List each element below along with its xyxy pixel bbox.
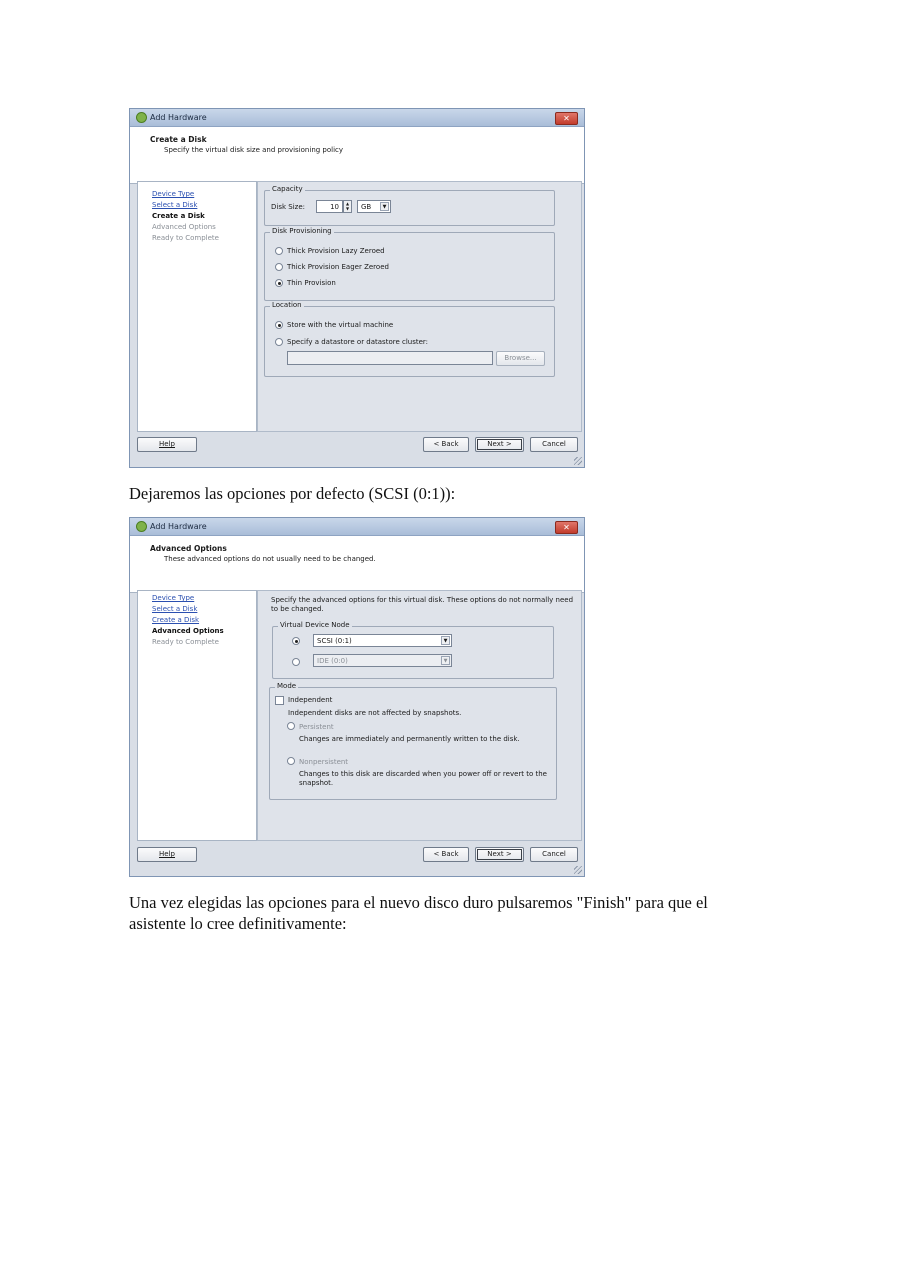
disk-size-input[interactable]: 10 bbox=[316, 200, 343, 213]
wizard-header bbox=[130, 127, 584, 184]
nonpersistent-label: Nonpersistent bbox=[299, 758, 349, 766]
add-hardware-dialog-create-disk bbox=[129, 108, 585, 468]
window-titlebar[interactable] bbox=[130, 109, 584, 127]
nav-item-ready-to-complete: Ready to Complete bbox=[152, 638, 219, 646]
vmware-logo-icon bbox=[136, 112, 147, 123]
close-icon[interactable]: ✕ bbox=[555, 521, 578, 534]
wizard-step-subtitle: These advanced options do not usually need to be changed. bbox=[164, 555, 376, 563]
paragraph-finish-line1: Una vez elegidas las opciones para el nuevo disco duro pulsaremos "Finish" para que el bbox=[129, 893, 708, 912]
help-button[interactable] bbox=[137, 847, 197, 862]
scsi-node-select[interactable] bbox=[313, 634, 452, 647]
wizard-step-title: Create a Disk bbox=[150, 135, 207, 144]
persistent-description: Changes are immediately and permanently written to the disk. bbox=[299, 735, 520, 743]
thick-lazy-radio[interactable] bbox=[275, 247, 283, 255]
mode-group-label: Mode bbox=[277, 682, 297, 690]
nav-item-device-type[interactable]: Device Type bbox=[152, 594, 195, 602]
nav-item-select-disk[interactable]: Select a Disk bbox=[152, 201, 198, 209]
wizard-step-nav bbox=[137, 590, 257, 841]
wizard-content bbox=[257, 181, 582, 432]
dropdown-arrow-icon[interactable]: ▼ bbox=[380, 202, 389, 211]
nav-item-create-disk[interactable]: Create a Disk bbox=[152, 616, 200, 624]
advanced-intro-line2: to be changed. bbox=[271, 605, 324, 613]
next-button[interactable]: Next > bbox=[475, 847, 524, 862]
spinner-arrows-icon[interactable]: ▲ ▼ bbox=[343, 200, 352, 213]
persistent-label: Persistent bbox=[299, 723, 334, 731]
ide-node-radio[interactable] bbox=[292, 658, 300, 666]
browse-button[interactable]: Browse... bbox=[496, 351, 545, 366]
cancel-button[interactable]: Cancel bbox=[530, 437, 578, 452]
vmware-logo-icon bbox=[136, 521, 147, 532]
capacity-group-label: Capacity bbox=[272, 185, 303, 193]
location-group bbox=[264, 301, 555, 377]
store-with-vm-label: Store with the virtual machine bbox=[287, 321, 394, 329]
thick-eager-label: Thick Provision Eager Zeroed bbox=[287, 263, 389, 271]
scsi-node-value: SCSI (0:1) bbox=[317, 637, 352, 645]
scsi-node-radio[interactable] bbox=[292, 637, 300, 645]
window-title: Add Hardware bbox=[150, 522, 207, 531]
nonpersistent-radio[interactable] bbox=[287, 757, 295, 765]
specify-datastore-radio[interactable] bbox=[275, 338, 283, 346]
add-hardware-dialog-advanced-options bbox=[129, 517, 585, 877]
window-title: Add Hardware bbox=[150, 113, 207, 122]
nav-item-ready-to-complete: Ready to Complete bbox=[152, 234, 219, 242]
help-button[interactable] bbox=[137, 437, 197, 452]
wizard-step-nav bbox=[137, 181, 257, 432]
virtual-device-node-group bbox=[272, 621, 554, 679]
resize-grip-icon[interactable] bbox=[574, 866, 582, 874]
disk-provisioning-group-label: Disk Provisioning bbox=[272, 227, 332, 235]
independent-description: Independent disks are not affected by snapshots. bbox=[288, 709, 462, 717]
location-group-label: Location bbox=[272, 301, 302, 309]
resize-grip-icon[interactable] bbox=[574, 457, 582, 465]
mode-group bbox=[269, 682, 557, 800]
dropdown-arrow-icon[interactable]: ▼ bbox=[441, 656, 450, 665]
back-button[interactable]: < Back bbox=[423, 847, 469, 862]
nonpersistent-description-line1: Changes to this disk are discarded when you power off or revert to the bbox=[299, 770, 547, 778]
wizard-content bbox=[257, 590, 582, 841]
thin-provision-radio[interactable] bbox=[275, 279, 283, 287]
dropdown-arrow-icon[interactable]: ▼ bbox=[441, 636, 450, 645]
paragraph-default-options: Dejaremos las opciones por defecto (SCSI (0:1)): bbox=[129, 484, 456, 503]
paragraph-finish-line2: asistente lo cree definitivamente: bbox=[129, 914, 347, 933]
disk-size-unit-value: GB bbox=[361, 203, 372, 211]
nonpersistent-description-line2: snapshot. bbox=[299, 779, 334, 787]
disk-size-label: Disk Size: bbox=[271, 203, 305, 211]
independent-label: Independent bbox=[288, 696, 333, 704]
specify-datastore-label: Specify a datastore or datastore cluster: bbox=[287, 338, 429, 346]
advanced-intro-line1: Specify the advanced options for this virtual disk. These options do not normally need bbox=[271, 596, 574, 604]
close-icon[interactable]: ✕ bbox=[555, 112, 578, 125]
datastore-path-input[interactable] bbox=[287, 351, 493, 365]
wizard-step-title: Advanced Options bbox=[150, 544, 227, 553]
cancel-button[interactable]: Cancel bbox=[530, 847, 578, 862]
ide-node-select[interactable] bbox=[313, 654, 452, 667]
window-titlebar[interactable] bbox=[130, 518, 584, 536]
nav-item-advanced-options: Advanced Options bbox=[152, 627, 224, 635]
nav-item-advanced-options: Advanced Options bbox=[152, 223, 216, 231]
wizard-step-subtitle: Specify the virtual disk size and provisioning policy bbox=[164, 146, 344, 154]
help-button-label: Help bbox=[159, 440, 175, 448]
capacity-group bbox=[264, 185, 555, 226]
nav-item-create-disk: Create a Disk bbox=[152, 212, 205, 220]
disk-size-unit-select[interactable] bbox=[357, 200, 391, 213]
back-button[interactable]: < Back bbox=[423, 437, 469, 452]
next-button[interactable]: Next > bbox=[475, 437, 524, 452]
help-button-label: Help bbox=[159, 850, 175, 858]
thin-provision-label: Thin Provision bbox=[287, 279, 336, 287]
disk-provisioning-group bbox=[264, 227, 555, 301]
ide-node-value: IDE (0:0) bbox=[317, 657, 348, 665]
thick-lazy-label: Thick Provision Lazy Zeroed bbox=[287, 247, 385, 255]
nav-item-select-disk[interactable]: Select a Disk bbox=[152, 605, 198, 613]
wizard-header bbox=[130, 536, 584, 593]
independent-checkbox[interactable] bbox=[275, 696, 284, 705]
persistent-radio[interactable] bbox=[287, 722, 295, 730]
store-with-vm-radio[interactable] bbox=[275, 321, 283, 329]
thick-eager-radio[interactable] bbox=[275, 263, 283, 271]
virtual-device-node-group-label: Virtual Device Node bbox=[280, 621, 350, 629]
nav-item-device-type[interactable]: Device Type bbox=[152, 190, 195, 198]
